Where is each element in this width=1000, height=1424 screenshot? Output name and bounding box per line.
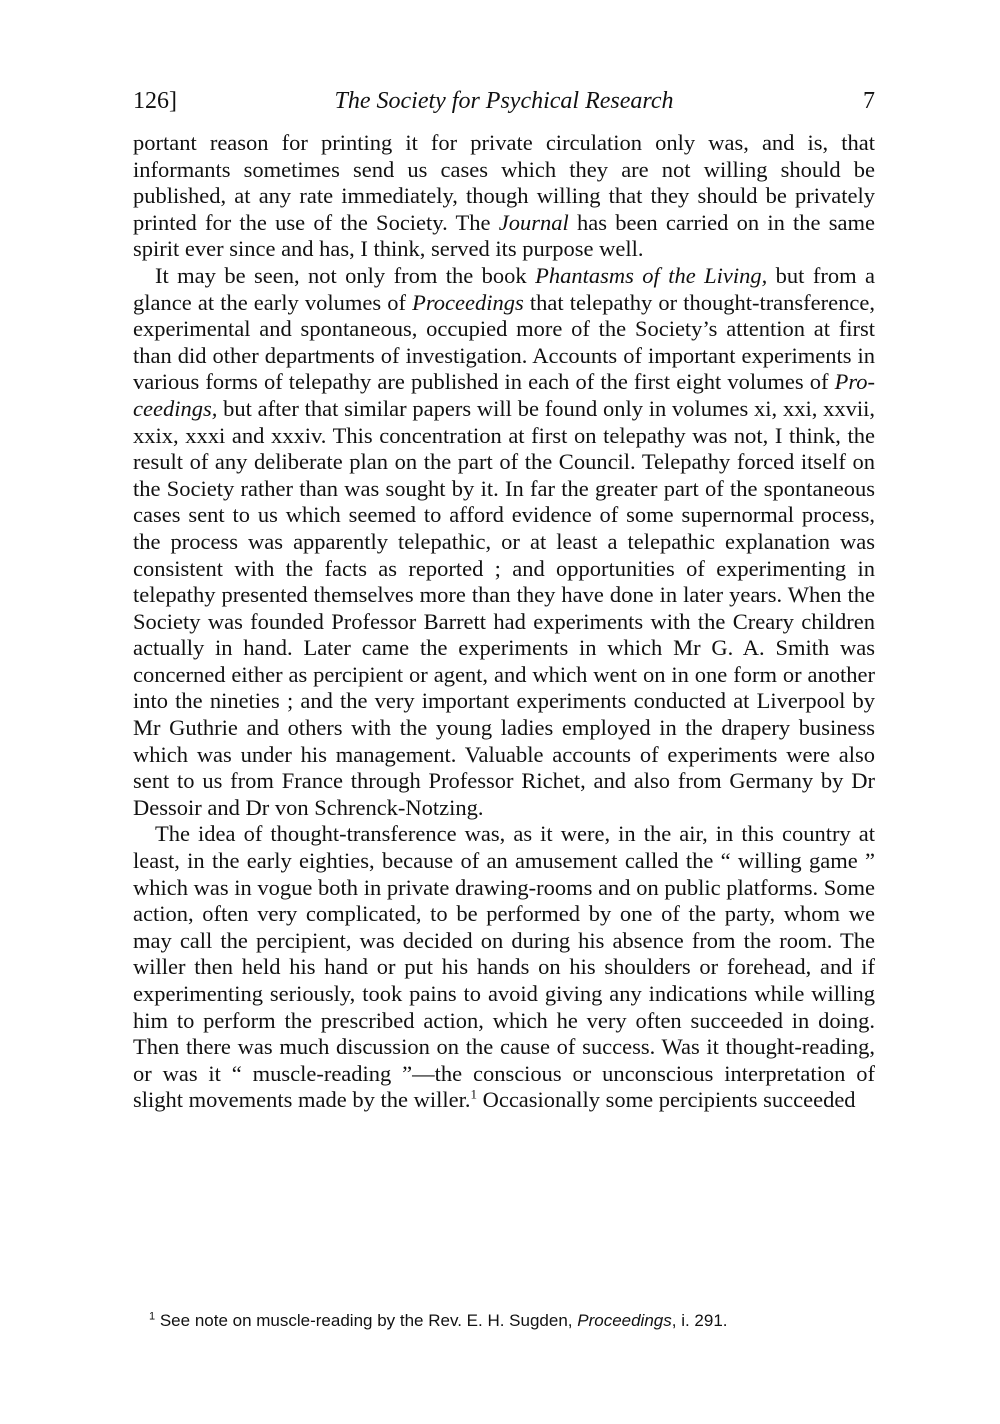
running-title: The Society for Psychical Research: [334, 88, 674, 114]
text-span: has been carried on in the same spirit ever since and has, I think, served its purpose well.: [133, 209, 875, 262]
text-span: The idea of thought-transference was, as it were, in the air, in this country at least, in the early eighties, because of an amusement called the “ willing game ” which was in vogue both in private drawing-rooms and on public platforms. Some action, often very complicated, to be performed by one of the party, whom we may call the percipient, was decided on during his absence from the room. The willer then held his hand or put his hands on his shoulders or forehead, and if experimenting seriously, took pains to avoid giving any indications while willing him to perform the prescribed action, which he very often succeeded in doing. Then there was much discussion on the cause of success. Was it thought-reading, or was it “ muscle-reading ”—the conscious or unconscious interpretation of slight movements made by the willer.: [133, 821, 875, 1113]
italic-text: Journal: [498, 209, 569, 235]
running-header: [133, 84, 875, 118]
footnote-text: See note on muscle-reading by the Rev. E. H. Sugden,: [155, 1311, 578, 1330]
text-span: that telepathy or thought-transference, experimental and spontaneous, occupied more of the Society’s attention at first than did other departments of investigation. Accounts of important experiments in various forms of telepathy are published in each of the first eight volumes of: [133, 289, 875, 395]
text-span: but from a glance at the early volumes of: [133, 262, 875, 315]
italic-text: Phantasms of the Living,: [535, 262, 768, 288]
footnote-marker: 1: [149, 1310, 156, 1323]
page-number: 7: [863, 88, 875, 114]
paragraph: [133, 821, 875, 1114]
italic-text: Proceedings: [577, 1311, 672, 1330]
paragraph: [133, 130, 875, 263]
footnote-text: , i. 291.: [671, 1311, 728, 1330]
text-span: but after that similar papers will be found only in volumes xi, xxi, xxvii, xxix, xxxi and xxxiv. This concentration at first on telepathy was not, I think, the result of any deliberate plan on the part of the Council. Telepathy forced itself on the Society rather than was sought by it. In far the greater part of the spontaneous cases sent to us which seemed to afford evidence of some supernormal process, the process was apparently telepathic, or at least a telepathic explanation was consistent with the facts as reported ; and opportunities of experimenting in telepathy presented themselves more than they have done in later years. When the Society was founded Professor Barrett had experiments with the Creary children actually in hand. Later came the experiments in which Mr G. A. Smith was concerned either as percipient or agent, and which went on in one form or another into the nineties ; and the very important experiments conducted at Liverpool by Mr Guthrie and others with the young ladies employed in the drapery business which was under his management. Valuable accounts of experiments were also sent to us from France through Professor Richet, and also from Germany by Dr Dessoir and Dr von Schrenck-Notzing.: [133, 395, 875, 820]
body-text: [133, 130, 875, 1114]
text-span: It may be seen, not only from the book: [155, 262, 536, 288]
text-span: portant reason for printing it for private circulation only was, and is, that informants sometimes send us cases which they are not willing should be published, at any rate immediately, though willing that they should be privately printed for the use of the Society. The: [133, 130, 875, 235]
italic-text: Proceedings,: [133, 369, 875, 421]
footnote: [133, 1310, 875, 1332]
page-reference: 126]: [133, 88, 177, 114]
footnote-reference: 1: [470, 1086, 477, 1102]
italic-text: Proceedings: [412, 289, 524, 315]
text-span: Occasionally some percipients succeeded: [476, 1087, 856, 1113]
paragraph: [133, 263, 875, 821]
